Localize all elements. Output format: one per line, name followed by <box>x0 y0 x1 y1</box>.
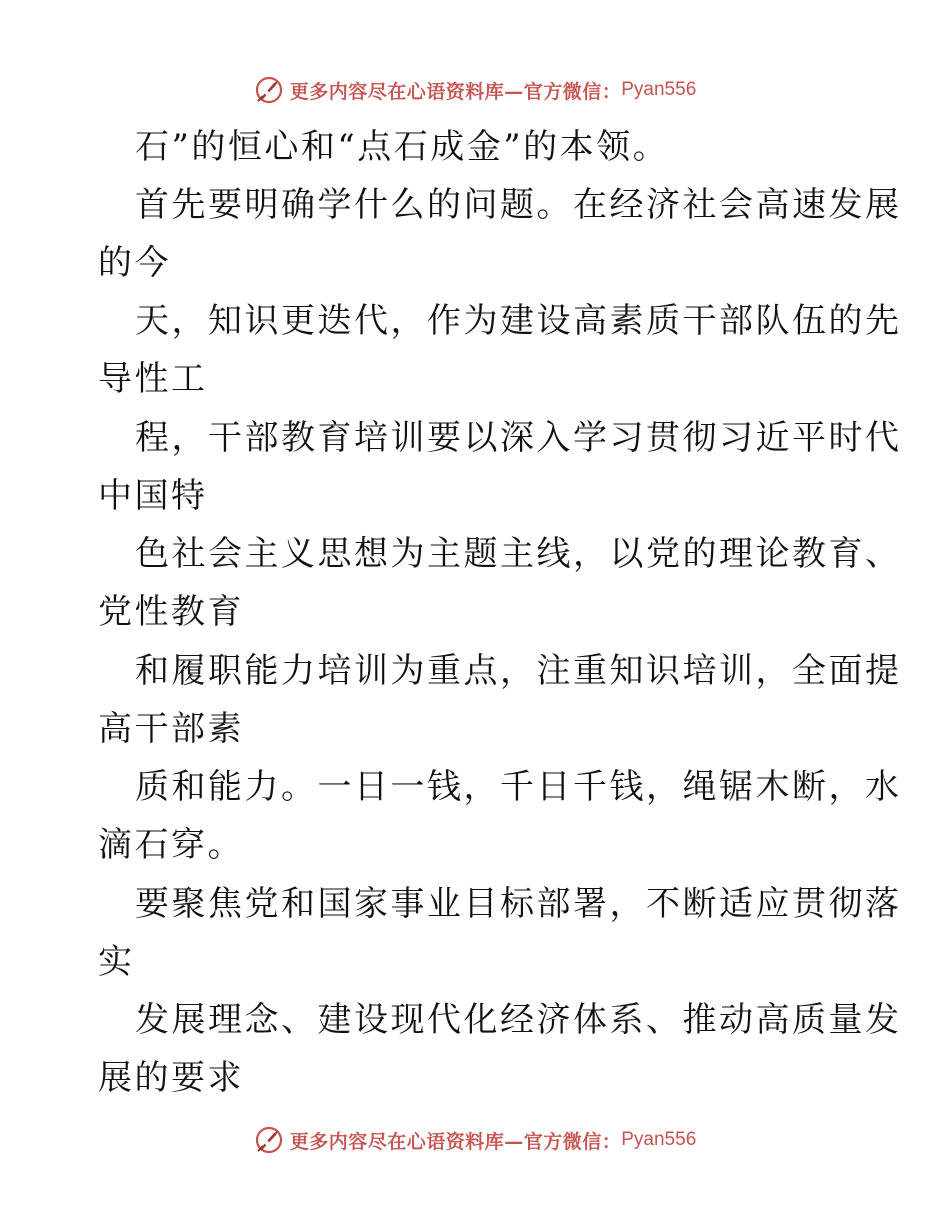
watermark-handle: Pyan556 <box>621 1129 697 1150</box>
watermark-text: 更多内容尽在心语资料库—官方微信： <box>289 1130 622 1153</box>
text-line: 发展理念、建设现代化经济体系、推动高质量发 <box>135 1000 902 1040</box>
text-line: 实 <box>98 942 135 982</box>
text-line: 程，干部教育培训要以深入学习贯彻习近平时代 <box>135 418 902 458</box>
text-line: 色社会主义思想为主题主线，以党的理论教育、 <box>135 534 902 574</box>
text-line: 导性工 <box>98 359 208 399</box>
text-line: 中国特 <box>98 476 208 516</box>
text-line: 展的要求 <box>98 1058 244 1098</box>
watermark-handle: Pyan556 <box>621 79 697 100</box>
text-line: 石”的恒心和“点石成金”的本领。 <box>135 127 670 167</box>
header-watermark <box>0 72 950 108</box>
text-line: 天，知识更迭代，作为建设高素质干部队伍的先 <box>135 301 902 341</box>
watermark-text: 更多内容尽在心语资料库—官方微信： <box>289 80 622 103</box>
text-line: 党性教育 <box>98 592 244 632</box>
footer-watermark <box>0 1122 950 1158</box>
text-line: 高干部素 <box>98 709 244 749</box>
text-line: 的今 <box>98 243 171 283</box>
text-line: 和履职能力培训为重点，注重知识培训，全面提 <box>135 651 902 691</box>
text-line: 首先要明确学什么的问题。在经济社会高速发展 <box>135 185 902 225</box>
feather-pen-logo-icon <box>254 1125 284 1155</box>
text-line: 要聚焦党和国家事业目标部署，不断适应贯彻落 <box>135 884 902 924</box>
text-line: 滴石穿。 <box>98 825 244 865</box>
feather-pen-logo-icon <box>254 75 284 105</box>
text-line: 质和能力。一日一钱，千日千钱，绳锯木断，水 <box>135 767 902 807</box>
